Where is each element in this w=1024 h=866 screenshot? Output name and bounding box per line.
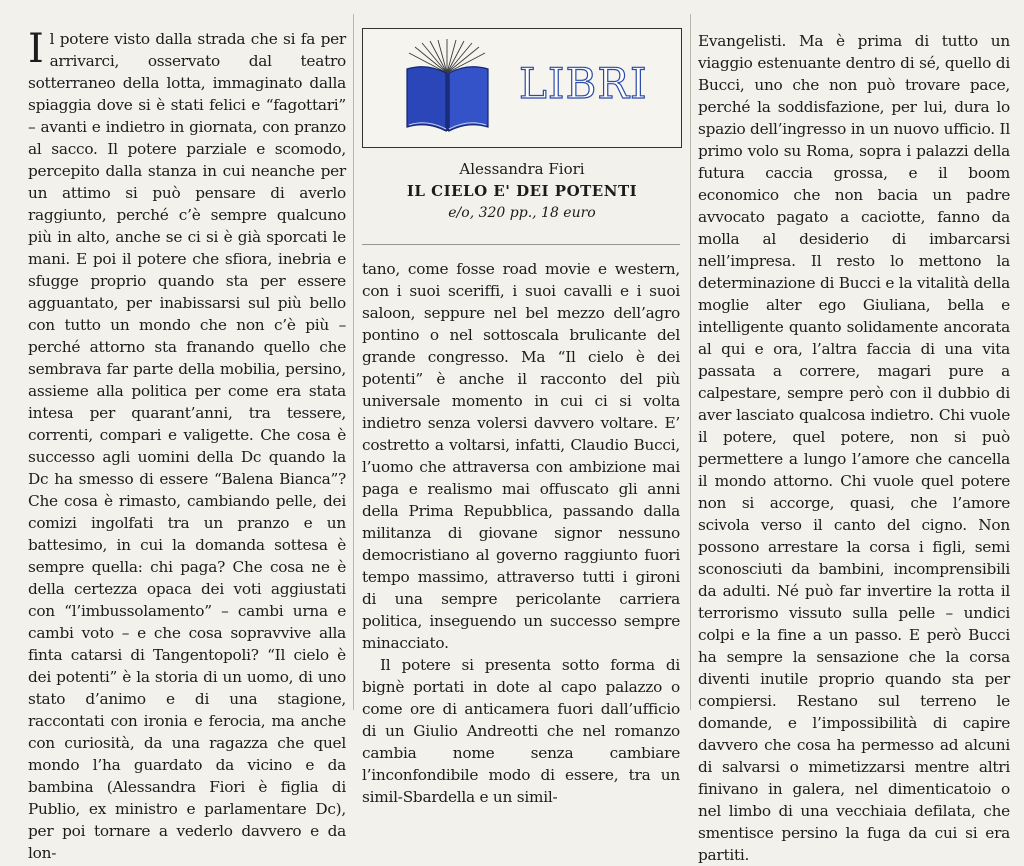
article-paragraph: Evangelisti. Ma è prima di tutto un viaggio estenuante dentro di sé, quello di Bucci, uno che non può trovare pace, perché la soddisfazione, per lui, dura lo spazio dell’ingresso in un nuovo ufficio. Il primo volo su Roma, sopra i palazzi della futura caccia grossa, e il boom economico che non bacia un padre avvocato pagato a caciotte, fanno da molla al desiderio di imbarcarsi nell’impresa. Il resto lo mettono la determinazione di Bucci e la vitalità della moglie alter ego Giuliana, bella e intelligente quanto solidamente ancorata al qui e ora, l’altra faccia di una vita passata a correre, magari pure a calpestare, sempre però con il dubbio di aver lasciato qualcosa indietro. Chi vuole il potere, quel potere, non si può permettere a lungo l’amore che cancella il mondo attorno. Chi vuole quel potere non si accorge, quasi, che l’amore scivola verso il canto del cigno. Non possono arrestare la corsa i figli, semi sconosciuti da bambini, incomprensibili da adulti. Né può far invertire la rotta il terrorismo vissuto sulla pelle – undici colpi e la fine a un passo. E però Bucci ha sempre la sensazione che la corsa diventi inutile proprio quando sta per compiersi. Restano sul terreno le domande, e l’impossibilità di capire davvero che cosa ha permesso ad alcuni di salvarsi o mimetizzarsi mentre altri finivano in galera, nel dimenticatoio o nel limbo di una vecchiaia defilata, che smentisce persino la fuga da cui si era partiti.: [698, 32, 1010, 864]
article-paragraph: Il potere si presenta sotto forma di bignè portati in dote al capo palazzo o come ore di anticamera fuori dall’ufficio di un Giulio Andreotti che nel romanzo cambia nome senza cambiare l’inconfondibile modo di essere, tra un simil-Sbardella e un simil-: [362, 656, 680, 806]
article-column-3: [698, 30, 1010, 866]
book-title: IL CIELO E' DEI POTENTI: [406, 182, 638, 200]
column-1-text: l potere visto dalla strada che si fa per arrivarci, osservato dal teatro sotterraneo della lotta, immaginato dalla spiaggia dove si è stati felici e “fagottari” – avanti e indietro in giornata, con pranzo al sacco. Il potere parziale e scomodo, percepito dalla stanza in cui neanche per un attimo si può pensare di averlo raggiunto, perché c’è sempre qualcuno più in alto, anche se ci si è già sporcati le mani. E poi il potere che sfiora, inebria e sfugge proprio quando sta per essere agguantato, per inabissarsi sul più bello con tutto un mondo che non c’è più – perché attorno sta franando quello che sembrava far parte della mobilia, persino, assieme alla politica per come era stata intesa per quarant’anni, tra tessere, correnti, compari e valigette. Che cosa è successo agli uomini della Dc quando la Dc ha smesso di essere “Balena Bianca”? Che cosa è rimasto, cambiando pelle, dei comizi ingolfati tra un pranzo e un battesimo, in cui la domanda sottesa è sempre quella: chi paga? Che cosa ne è della certezza opaca dei voti aggiustati con “l’imbussolamento” – cambi urna e cambi voto – e che cosa sopravvive alla finta catarsi di Tangentopoli? “Il cielo è dei potenti” è la storia di un uomo, di uno stato d’animo e di una stagione, raccontati con ironia e ferocia, ma anche con curiosità, da una ragazza che quel mondo l’ha guardato da vicino e da bambina (Alessandra Fiori è figlia di Publio, ex ministro e parlamentare Dc), per poi tornare a vederlo davvero e da lon-: [28, 30, 346, 862]
article-column-1: [28, 28, 346, 864]
article-column-2: [362, 258, 680, 808]
metadata-divider: [362, 244, 680, 245]
book-publisher-info: e/o, 320 pp., 18 euro: [448, 205, 596, 221]
article-paragraph: tano, come fosse road movie e western, con i suoi sceriffi, i suoi cavalli e i suoi saloon, seppure nel bel mezzo dell’agro pontino o nel sottoscala brulicante del grande congresso. Ma “Il cielo è dei potenti” è anche il racconto del più universale momento in cui ci si volta indietro senza volersi davvero voltare. E’ costretto a voltarsi, infatti, Claudio Bucci, l’uomo che attraversa con ambizione mai paga e realismo mai offuscato gli anni della Prima Repubblica, passando dalla militanza di giovane signor nessuno democristiano al governo raggiunto fuori tempo massimo, attraverso tutti i gironi di una sempre pericolante carriera politica, inseguendo un successo sempre minacciato.: [362, 260, 680, 652]
column-divider: [353, 14, 354, 710]
drop-cap: I: [28, 26, 44, 72]
book-metadata: [362, 158, 682, 224]
article-paragraph: [28, 28, 346, 864]
rubric-box: [362, 28, 682, 148]
book-author: Alessandra Fiori: [459, 160, 585, 178]
column-divider: [690, 14, 691, 710]
open-book-icon: [399, 39, 495, 135]
section-rubric: LIBRI: [519, 59, 648, 108]
